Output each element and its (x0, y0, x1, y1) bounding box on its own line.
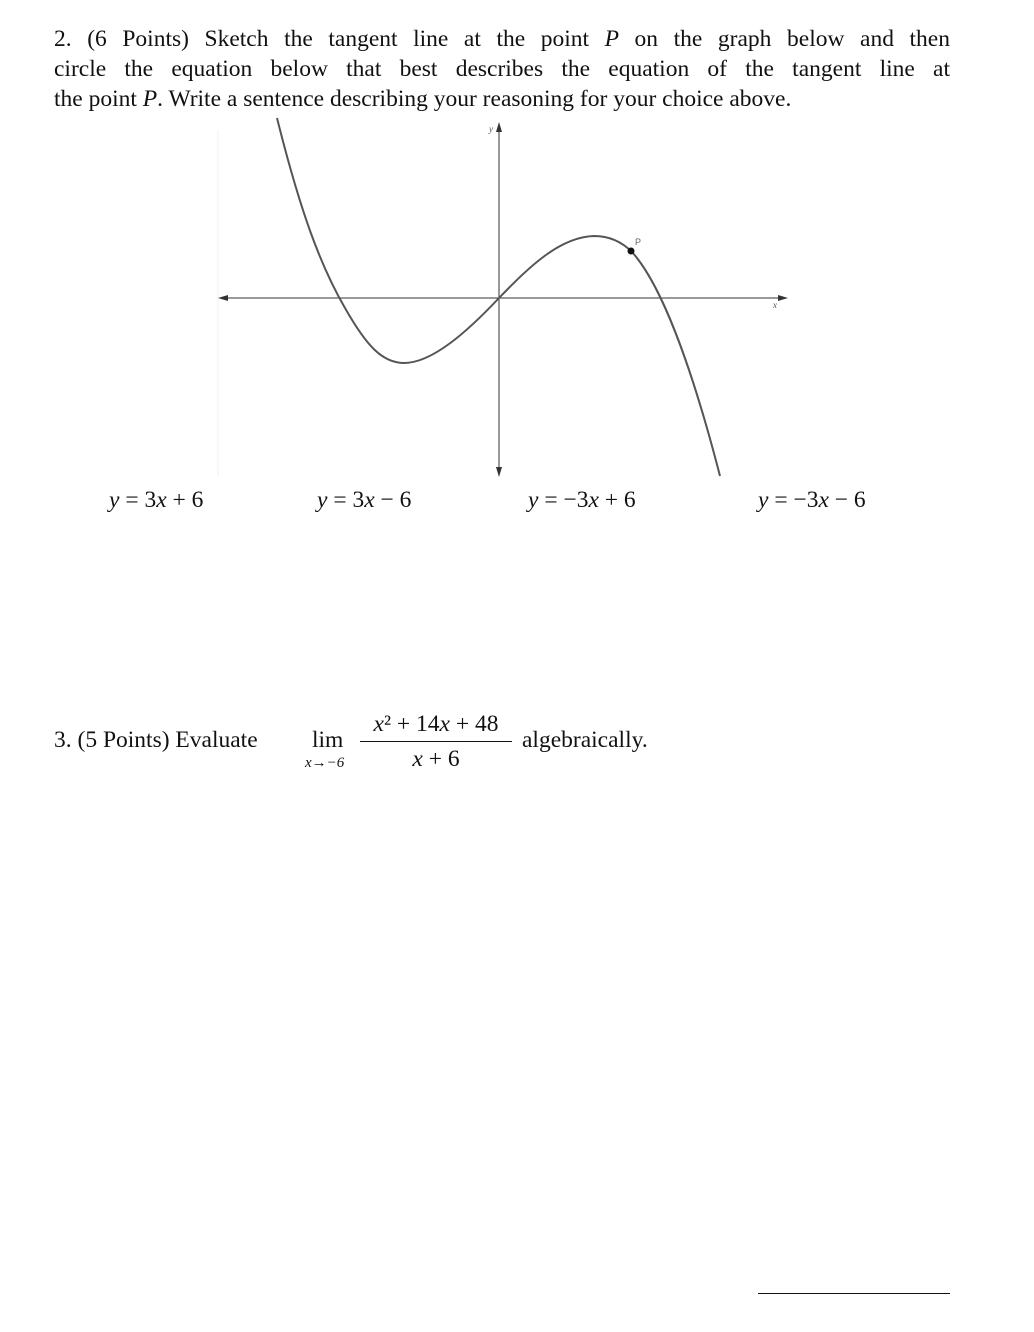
fraction-bar (360, 741, 512, 742)
choice-1-equation[interactable]: y = 3x + 6 (109, 487, 204, 513)
question-2-line-3: the point P. Write a sentence describing your reasoning for your choice above. (54, 86, 792, 112)
question-2-line-2: circle the equation below that best describes the equation of the tangent line at (54, 56, 950, 82)
question-3-tail: algebraically. (522, 727, 648, 753)
fraction-denominator: x + 6 (412, 746, 460, 772)
limit-subscript: x→−6 (305, 755, 345, 771)
choice-2-equation[interactable]: y = 3x − 6 (317, 487, 412, 513)
y-axis-up-arrow (496, 122, 502, 132)
function-curve (277, 118, 720, 476)
answer-blank-line[interactable] (758, 1293, 950, 1294)
question-2-line-1: 2. (6 Points) Sketch the tangent line at the point P on the graph below and then (54, 26, 950, 52)
question-3-lead: 3. (5 Points) Evaluate (54, 727, 258, 753)
x-axis-right-arrow (778, 295, 788, 301)
y-axis-down-arrow (496, 467, 502, 477)
fraction-numerator: x² + 14x + 48 (373, 711, 499, 737)
y-axis-label: y (489, 124, 493, 134)
point-p-marker (628, 248, 635, 255)
question-2-text (54, 24, 950, 114)
limit-fraction (360, 711, 512, 772)
x-axis-left-arrow (218, 295, 228, 301)
x-axis-label: x (773, 300, 777, 310)
limit-operator: lim (312, 727, 344, 753)
choice-4-equation[interactable]: y = −3x − 6 (758, 487, 866, 513)
choice-3-equation[interactable]: y = −3x + 6 (528, 487, 636, 513)
point-p-label: P (635, 237, 642, 247)
